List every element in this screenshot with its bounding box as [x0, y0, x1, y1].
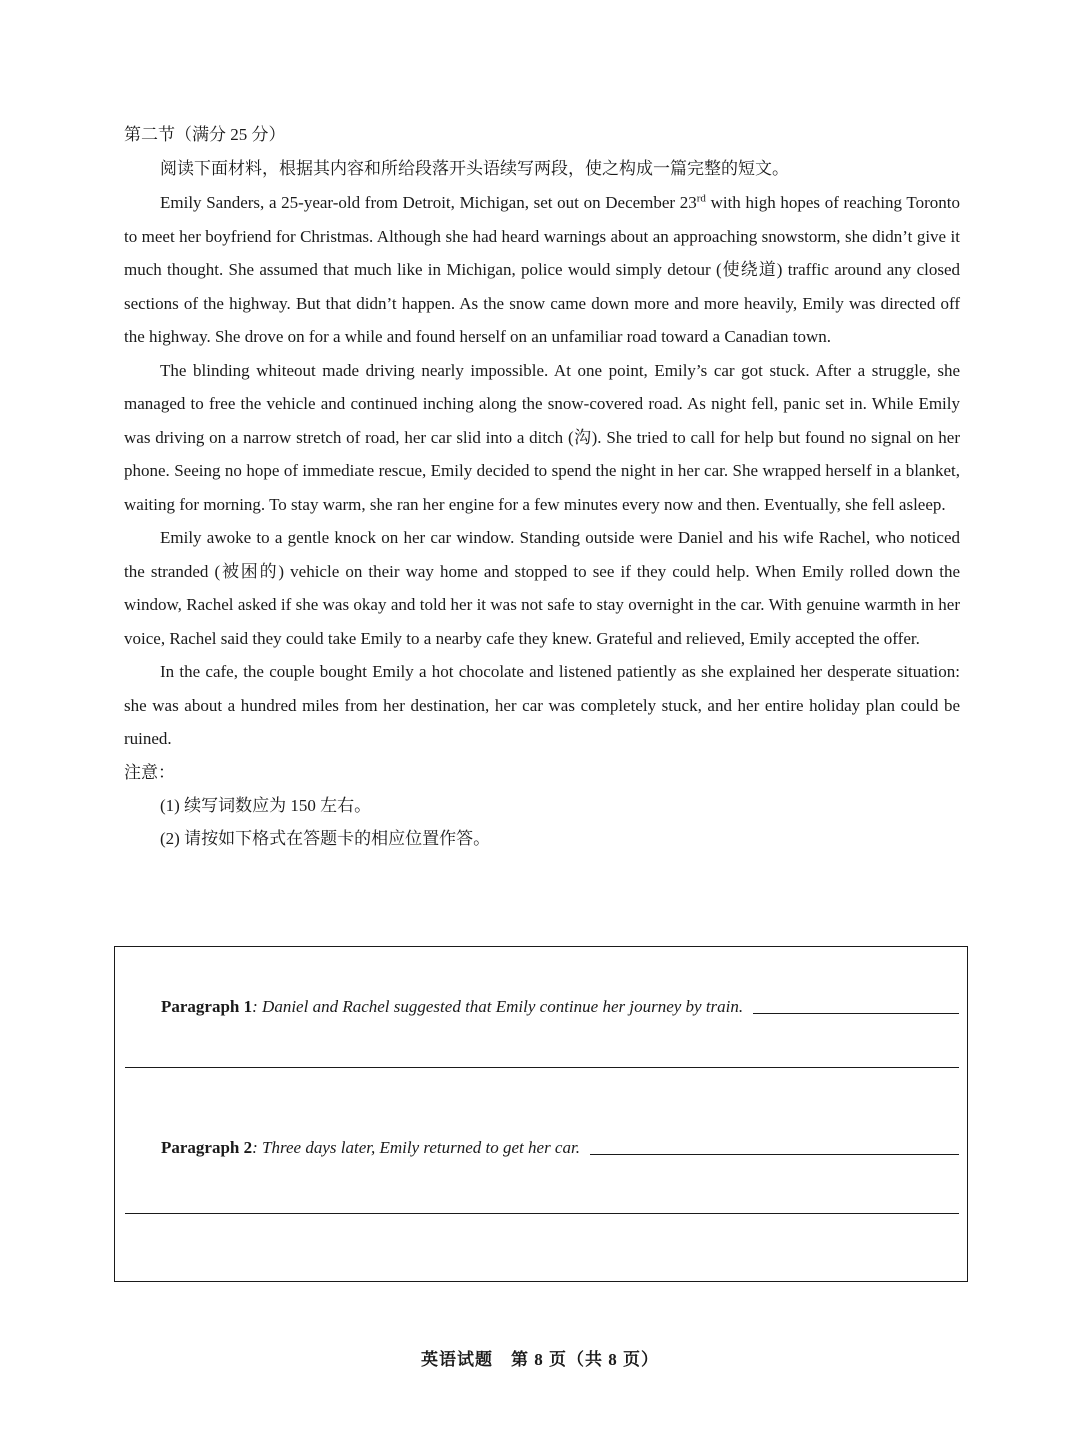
paragraph-2-prompt-line	[161, 1138, 959, 1158]
page-footer: 英语试题 第 8 页（共 8 页）	[421, 1350, 659, 1369]
paragraph-1-writing-line	[125, 1067, 959, 1068]
section-instruction: 阅读下面材料，根据其内容和所给段落开头语续写两段，使之构成一篇完整的短文。	[160, 159, 789, 178]
paragraph-1-prompt: : Daniel and Rachel suggested that Emily continue her journey by train.	[252, 997, 744, 1016]
story-paragraph-2: The blinding whiteout made driving nearly impossible. At one point, Emily’s car got stuck. After a struggle, she managed to free the vehicle and continued inching along the snow-covered road. As night fell, panic set in. While Emily was driving on a narrow stretch of road, her car slid into a ditch (沟). She tried to call for help but found no signal on her phone. Seeing no hope of immediate rescue, Emily decided to spend the night in her car. She wrapped herself in a blanket, waiting for morning. To stay warm, she ran her engine for a few minutes every now and then. Eventually, she fell asleep.	[124, 360, 960, 514]
paragraph-2-label: Paragraph 2	[161, 1138, 253, 1157]
story-paragraph-3: Emily awoke to a gentle knock on her car window. Standing outside were Daniel and his wife Rachel, who noticed the stranded (被困的) vehicle on their way home and stopped to see if they could help. When Emily rolled down the window, Rachel asked if she was okay and told her it was not safe to stay overnight in the car. With genuine warmth in her voice, Rachel said they could take Emily to a nearby cafe they knew. Grateful and relieved, Emily accepted the offer.	[124, 528, 960, 648]
note-item-2: (2) 请按如下格式在答题卡的相应位置作答。	[160, 828, 491, 848]
paragraph-2-prompt: : Three days later, Emily returned to get her car.	[252, 1138, 580, 1157]
story-paragraph-1	[124, 186, 960, 354]
paragraph-2-writing-line	[125, 1213, 959, 1214]
paragraph-2-blank	[590, 1153, 959, 1155]
paragraph-1-blank	[753, 1012, 959, 1014]
ordinal-suffix: rd	[696, 192, 706, 205]
answer-format-box	[114, 946, 968, 1282]
exam-page-content	[124, 118, 960, 855]
notes-title: 注意：	[124, 762, 175, 782]
story-paragraph-1-start: Emily Sanders, a 25-year-old from Detroit, Michigan, set out on December 23	[160, 193, 697, 212]
story-paragraph-1-rest: with high hopes of reaching Toronto to meet her boyfriend for Christmas. Although she had heard warnings about an approaching snowstorm, she didn’t give it much thought. She assumed that much like in Michigan, police would simply detour (使绕道) traffic around any closed sections of the highway. But that didn’t happen. As the snow came down more and more heavily, Emily was directed off the highway. She drove on for a while and found herself on an unfamiliar road toward a Canadian town.	[124, 193, 960, 346]
paragraph-1-prompt-line	[161, 997, 959, 1017]
paragraph-1-label: Paragraph 1	[161, 997, 253, 1016]
note-item-1: (1) 续写词数应为 150 左右。	[160, 795, 372, 815]
story-paragraph-4: In the cafe, the couple bought Emily a hot chocolate and listened patiently as she explained her desperate situation: she was about a hundred miles from her destination, her car was completely stuck, and her entire holiday plan could be ruined.	[124, 662, 960, 748]
section-title: 第二节（满分 25 分）	[124, 125, 286, 144]
